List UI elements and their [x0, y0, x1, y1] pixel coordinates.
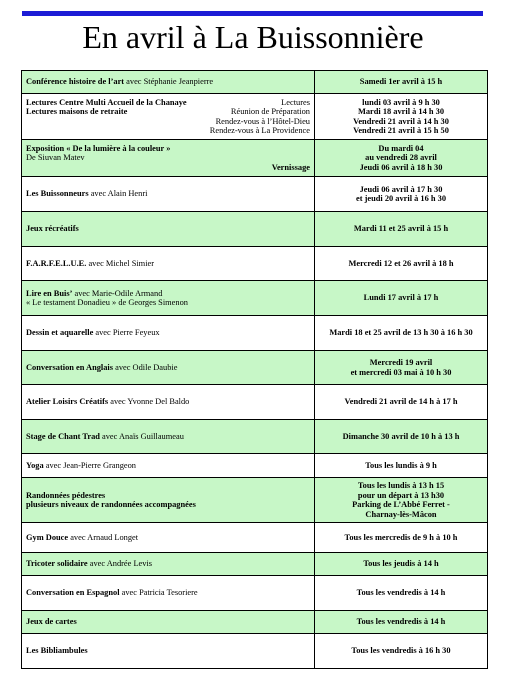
date-line: et jeudi 20 avril à 16 h 30 — [355, 194, 447, 203]
activity-cell — [22, 212, 315, 247]
activity-host: avec Marie-Odile Armand — [72, 288, 163, 298]
date-cell — [315, 454, 488, 478]
date-line: Vendredi 21 avril de 14 h à 17 h — [344, 397, 458, 407]
activity-title: Gym Douce — [26, 532, 69, 542]
vernissage-label: Vernissage — [271, 162, 310, 172]
date-cell — [315, 71, 488, 94]
date-line: Jeudi 06 avril à 17 h 30 — [359, 184, 443, 194]
date-cell — [315, 212, 488, 247]
activity-title: Conférence histoire de l’art — [26, 77, 125, 87]
activity-cell — [22, 140, 315, 177]
date-line: Tous les vendredis à 14 h — [356, 588, 446, 598]
activity-cell — [22, 611, 315, 634]
top-blue-bar — [22, 11, 483, 16]
table-row — [22, 351, 488, 385]
date-cell — [315, 247, 488, 281]
activity-title: Stage de Chant Trad — [26, 431, 100, 441]
date-line: Jeudi 06 avril à 18 h 30 — [359, 162, 443, 172]
activity-title: F.A.R.F.E.L.U.E. — [26, 258, 87, 268]
activity-host: avec Arnaud Longet — [68, 532, 139, 542]
date-cell — [315, 351, 488, 385]
activity-title: Yoga — [26, 460, 44, 470]
table-row — [22, 212, 488, 247]
activity-cell — [22, 553, 315, 576]
exposition-line-2: De Siuvan Matev — [26, 153, 85, 163]
activity-cell — [22, 523, 315, 553]
date-cell — [315, 553, 488, 576]
activity-host: avec Yvonne Del Baldo — [108, 397, 190, 407]
date-line: Tous les mercredis de 9 h à 10 h — [344, 532, 458, 542]
date-line: Samedi 1er avril à 15 h — [359, 77, 443, 87]
date-line: Charnay-lès-Mâcon — [365, 509, 437, 519]
lectures-line-2: Lectures maisons de retraite — [26, 107, 128, 116]
date-line: au vendredi 28 avril — [365, 153, 437, 163]
activity-cell — [22, 281, 315, 316]
date-line: lundi 03 avril à 9 h 30 — [362, 97, 440, 107]
activity-cell — [22, 71, 315, 94]
activity-host: avec Odile Daubie — [113, 362, 178, 372]
date-cell — [315, 420, 488, 454]
activity-cell — [22, 420, 315, 454]
date-cell — [315, 140, 488, 177]
activity-host: avec Stéphanie Jeanpierre — [124, 77, 214, 87]
table-row — [22, 454, 488, 478]
table-row — [22, 140, 488, 177]
table-row — [22, 634, 488, 669]
activity-title: Les Bibliambules — [26, 646, 88, 656]
program-table — [21, 70, 488, 669]
date-cell — [315, 177, 488, 212]
date-cell — [315, 611, 488, 634]
date-cell — [315, 385, 488, 420]
activity-title: Tricoter solidaire — [26, 559, 88, 569]
page-title: En avril à La Buissonnière — [82, 19, 424, 55]
date-line: Dimanche 30 avril de 10 h à 13 h — [342, 431, 460, 441]
table-row — [22, 523, 488, 553]
activity-cell — [22, 385, 315, 420]
activity-cell — [22, 454, 315, 478]
activity-title: Lire en Buis’ — [26, 288, 73, 298]
activity-title: Les Buissonneurs — [26, 189, 89, 199]
date-line: Mercredi 12 et 26 avril à 18 h — [348, 258, 454, 268]
date-cell — [315, 316, 488, 351]
activity-title: Jeux récréatifs — [26, 224, 79, 234]
activity-host: avec Anaïs Guillaumeau — [99, 431, 184, 441]
date-line: et mercredi 03 mai à 10 h 30 — [350, 367, 452, 377]
activity-host: avec Alain Henri — [88, 189, 148, 199]
activity-host: avec Michel Simier — [86, 258, 155, 268]
date-cell — [315, 478, 488, 523]
date-line: Tous les lundis à 13 h 15 — [357, 481, 445, 490]
lectures-line-1-right: Lectures — [281, 97, 310, 107]
date-line: Lundi 17 avril à 17 h — [363, 293, 439, 303]
date-line: Mardi 11 et 25 avril à 15 h — [353, 224, 449, 234]
date-cell — [315, 576, 488, 611]
activity-host: avec Patricia Tesoriere — [119, 588, 198, 598]
table-row — [22, 94, 488, 140]
lectures-line-1: Lectures Centre Multi Accueil de la Chanaye — [26, 97, 187, 107]
table-row — [22, 611, 488, 634]
table-row — [22, 71, 488, 94]
table-row — [22, 385, 488, 420]
lectures-line-2-right: Réunion de Préparation — [230, 107, 310, 116]
activity-cell — [22, 351, 315, 385]
rando-line-1: Randonnées pédestres — [26, 490, 106, 500]
date-line: Tous les lundis à 9 h — [365, 460, 437, 470]
table-row — [22, 420, 488, 454]
activity-title: Jeux de cartes — [26, 617, 77, 627]
lectures-line-3: Rendez-vous à l’Hôtel-Dieu — [215, 116, 310, 126]
activity-title: Conversation en Espagnol — [26, 588, 120, 598]
date-line: Vendredi 21 avril à 14 h 30 — [353, 116, 449, 126]
date-cell — [315, 634, 488, 669]
activity-detail: « Le testament Donadieu » de Georges Simenon — [26, 298, 188, 307]
date-line: Tous les jeudis à 14 h — [363, 559, 439, 569]
date-line: Parking de L’Abbé Ferret - — [352, 500, 450, 509]
table-row — [22, 177, 488, 212]
activity-host: avec Andrée Levis — [87, 559, 153, 569]
activity-cell — [22, 177, 315, 212]
lectures-line-4: Rendez-vous à La Providence — [209, 126, 310, 135]
date-line: Mardi 18 avril à 14 h 30 — [357, 107, 445, 116]
activity-cell — [22, 576, 315, 611]
rando-line-2: plusieurs niveaux de randonnées accompagnées — [26, 500, 196, 509]
activity-host: avec Jean-Pierre Grangeon — [43, 460, 136, 470]
date-line: Mercredi 19 avril — [369, 358, 433, 367]
date-cell — [315, 523, 488, 553]
table-row — [22, 281, 488, 316]
date-line: pour un départ à 13 h30 — [357, 490, 445, 500]
date-line: Tous les vendredis à 14 h — [356, 617, 446, 627]
date-line: Du mardi 04 — [378, 143, 424, 153]
table-row — [22, 316, 488, 351]
activity-cell — [22, 94, 315, 140]
table-row — [22, 478, 488, 523]
activity-title: Dessin et aquarelle — [26, 328, 94, 338]
table-row — [22, 576, 488, 611]
table-row — [22, 553, 488, 576]
activity-title: Conversation en Anglais — [26, 362, 114, 372]
activity-cell — [22, 634, 315, 669]
date-line: Mardi 18 et 25 avril de 13 h 30 à 16 h 30 — [329, 328, 473, 338]
date-line: Vendredi 21 avril à 15 h 50 — [353, 126, 449, 135]
date-cell — [315, 281, 488, 316]
exposition-line-1: Exposition « De la lumière à la couleur » — [26, 143, 171, 153]
activity-cell — [22, 316, 315, 351]
activity-host: avec Pierre Feyeux — [93, 328, 160, 338]
date-line: Tous les vendredis à 16 h 30 — [351, 646, 451, 656]
date-cell — [315, 94, 488, 140]
activity-title: Atelier Loisirs Créatifs — [26, 397, 109, 407]
activity-cell — [22, 247, 315, 281]
table-row — [22, 247, 488, 281]
activity-cell — [22, 478, 315, 523]
